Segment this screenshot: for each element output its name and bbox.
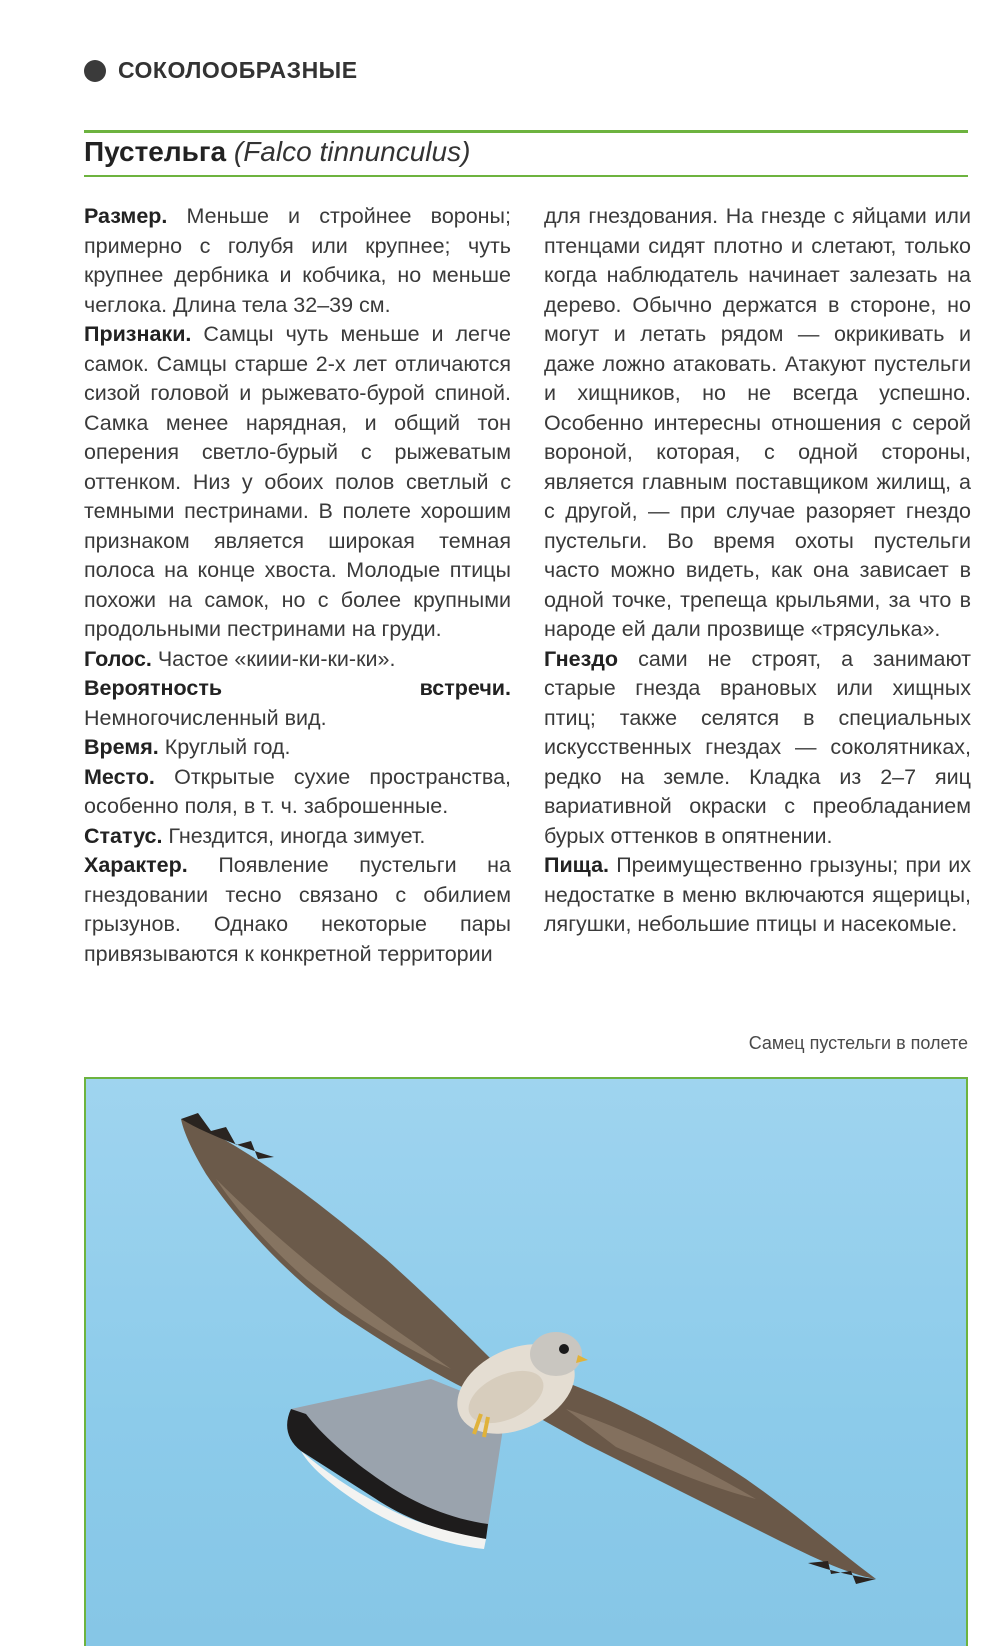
entry-label: Характер. xyxy=(84,853,188,877)
entry-text: для гнездования. На гнезде с яйцами или птенцами сидят плотно и слетают, только когда наблюдатель начинает залезать на дерево. Обычно держатся в стороне, но могут и летать рядом — окрикивать и даже ложно атаковать. Атакуют пустельги и хищников, но не всегда успешно. Особенно интересны отношения с серой вороной, которая, с одной стороны, является главным поставщиком жилищ, а с другой, — при случае разоряет гнездо пустельги. Во время охоты пустельги часто можно видеть, как она зависает в одной точке, трепеща крыльями, за что в народе ей дали прозвище «трясулька». xyxy=(544,204,971,641)
right-column xyxy=(544,202,971,940)
entry-label: Пища. xyxy=(544,853,610,877)
kestrel-illustration xyxy=(86,1079,966,1646)
entry-time xyxy=(84,733,511,763)
entry-label: Гнездо xyxy=(544,646,619,671)
entry-text: Меньше и стройнее вороны; примерно с голубя или крупнее; чуть крупнее дербника и кобчика, но меньше чеглока. Длина тела 32–39 см. xyxy=(84,204,511,317)
entry-label: Статус. xyxy=(84,823,163,848)
beak xyxy=(576,1355,588,1363)
eye xyxy=(559,1344,569,1354)
section-title: СОКОЛООБРАЗНЫЕ xyxy=(118,57,358,83)
entry-text: Круглый год. xyxy=(158,735,291,759)
entry-character-continued xyxy=(544,202,971,645)
entry-text: Самцы чуть меньше и легче самок. Самцы старше 2-х лет отличаются сизой головой и рыжевато-бурой спиной. Самка менее нарядная, и общий тон оперения светло-бурый с рыжеватым оттенком. Низ у обоих полов светлый с темными пестринами. В полете хорошим признаком является широкая темная полоса на конце хвоста. Молодые птицы похожи на самок, но с более крупными продольными пестринами на груди. xyxy=(84,322,511,641)
right-wing-underside xyxy=(566,1409,756,1499)
species-common-name: Пустельга xyxy=(84,136,227,167)
entry-text: Открытые сухие пространства, особенно поля, в т. ч. заброшенные. xyxy=(84,764,511,818)
entry-text: Немногочисленный вид. xyxy=(84,705,327,730)
entry-text: Частое «киии-ки-ки-ки». xyxy=(151,646,396,671)
head xyxy=(530,1332,582,1376)
entry-nest xyxy=(544,645,971,852)
entry-label: Вероятность встречи. xyxy=(84,676,511,700)
entry-label: Время. xyxy=(84,735,159,759)
entry-text: Появление пустельги на гнездовании тесно связано с обилием грызунов. Однако некоторые пары привязываются к конкретной территории xyxy=(84,853,511,966)
entry-probability xyxy=(84,674,511,733)
entry-label: Размер. xyxy=(84,204,168,228)
title-rule-bottom xyxy=(84,175,968,177)
entry-text: сами не строят, а занимают старые гнезда врановых или хищных птиц; также селятся в специальных искусственных гнездах — соколятниках, редко на земле. Кладка из 2–7 яиц вариативной окраски с преобладанием бурых оттенков в опятнении. xyxy=(544,646,971,848)
entry-place xyxy=(84,763,511,822)
entry-food xyxy=(544,851,971,940)
entry-character xyxy=(84,851,511,969)
title-rule-top xyxy=(84,130,968,133)
section-header xyxy=(84,57,358,84)
entry-size xyxy=(84,202,511,320)
text-columns xyxy=(84,202,971,1007)
bullet-icon xyxy=(84,60,106,82)
left-wing xyxy=(181,1119,496,1389)
species-title xyxy=(84,136,470,168)
entry-label: Признаки. xyxy=(84,322,192,346)
kestrel-photo xyxy=(84,1077,968,1646)
entry-label: Голос. xyxy=(84,646,152,671)
left-column xyxy=(84,202,511,969)
entry-text: Преимущественно грызуны; при их недостатке в меню включаются ящерицы, лягушки, небольшие птицы и насекомые. xyxy=(544,853,971,936)
entry-signs xyxy=(84,320,511,645)
species-latin-name: (Falco tinnunculus) xyxy=(233,136,471,167)
entry-status xyxy=(84,822,511,852)
photo-caption: Самец пустельги в полете xyxy=(748,1033,968,1053)
entry-text: Гнездится, иногда зимует. xyxy=(162,823,426,848)
entry-voice xyxy=(84,645,511,675)
entry-label: Место. xyxy=(84,764,155,789)
